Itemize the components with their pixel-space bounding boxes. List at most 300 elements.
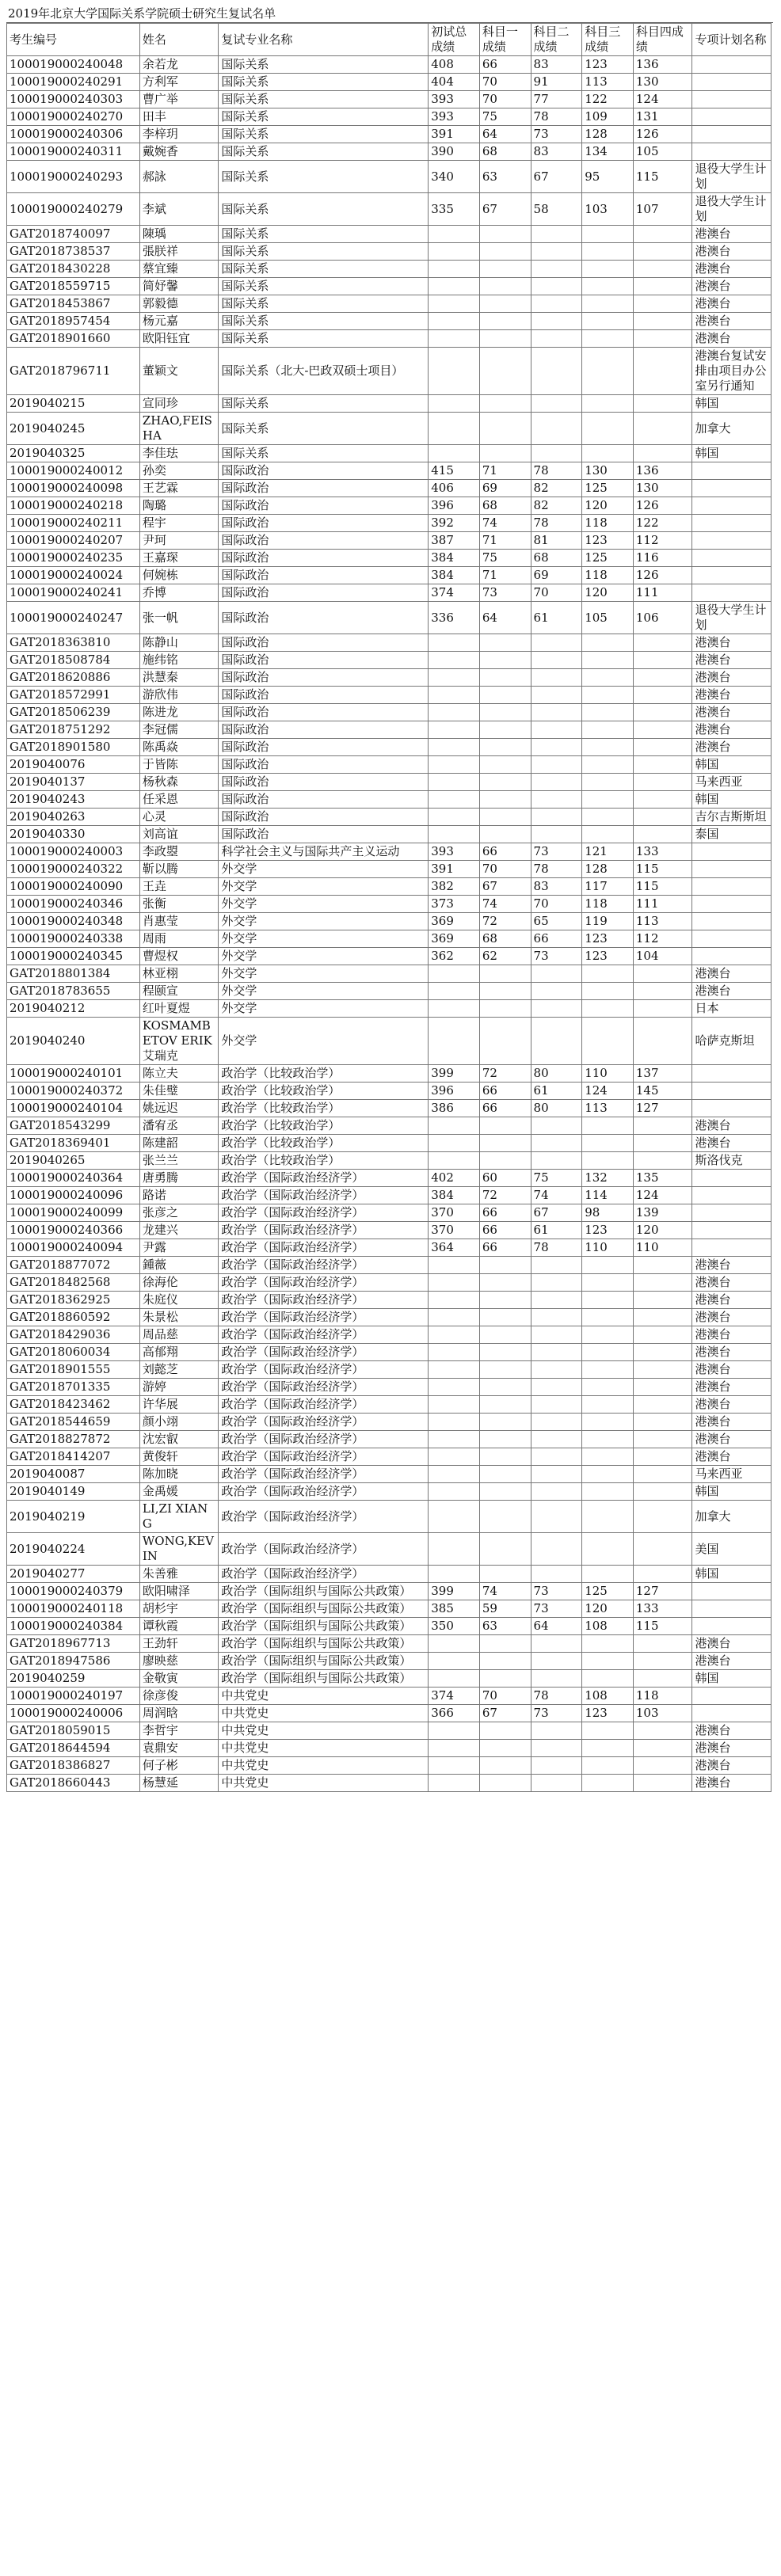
- cell-subject4: [633, 295, 692, 313]
- cell-total-score: [429, 756, 480, 774]
- cell-subject3: [582, 1431, 634, 1448]
- table-row: [7, 1274, 771, 1292]
- cell-subject4: [633, 1379, 692, 1396]
- cell-special-plan: [692, 1065, 771, 1083]
- cell-special-plan: 港澳台: [692, 634, 771, 652]
- table-row: [7, 348, 771, 395]
- cell-subject3: 124: [582, 1083, 634, 1100]
- cell-exam-id: 100019000240090: [7, 878, 140, 896]
- cell-major: 国际关系: [219, 243, 429, 261]
- cell-subject3: 118: [582, 896, 634, 913]
- cell-subject1: 68: [479, 143, 531, 161]
- cell-major: 政治学（国际组织与国际公共政策）: [219, 1618, 429, 1635]
- cell-major: 国际政治: [219, 462, 429, 480]
- cell-subject3: 119: [582, 913, 634, 930]
- table-row: [7, 261, 771, 278]
- table-row: [7, 445, 771, 462]
- cell-exam-id: 100019000240279: [7, 193, 140, 226]
- cell-subject2: [531, 965, 582, 983]
- cell-subject3: 110: [582, 1239, 634, 1257]
- cell-special-plan: [692, 1600, 771, 1618]
- cell-subject2: 65: [531, 913, 582, 930]
- cell-subject3: [582, 1414, 634, 1431]
- cell-subject3: 128: [582, 126, 634, 143]
- cell-subject4: [633, 739, 692, 756]
- cell-special-plan: 斯洛伐克: [692, 1152, 771, 1170]
- cell-subject4: [633, 395, 692, 413]
- table-row: [7, 515, 771, 532]
- cell-major: 国际关系（北大-巴政双硕士项目）: [219, 348, 429, 395]
- cell-special-plan: 加拿大: [692, 413, 771, 445]
- cell-total-score: [429, 1466, 480, 1483]
- cell-total-score: 369: [429, 930, 480, 948]
- cell-name: LI,ZI XIANG: [139, 1501, 218, 1533]
- cell-exam-id: 100019000240270: [7, 108, 140, 126]
- cell-total-score: [429, 348, 480, 395]
- cell-subject1: [479, 704, 531, 721]
- cell-major: 政治学（国际政治经济学）: [219, 1274, 429, 1292]
- cell-total-score: [429, 1775, 480, 1792]
- cell-total-score: [429, 1135, 480, 1152]
- cell-subject1: [479, 1414, 531, 1431]
- cell-major: 国际关系: [219, 74, 429, 91]
- cell-exam-id: 100019000240346: [7, 896, 140, 913]
- document-title: 2019年北京大学国际关系学院硕士研究生复试名单: [6, 5, 773, 23]
- cell-total-score: 396: [429, 497, 480, 515]
- table-row: [7, 1065, 771, 1083]
- cell-major: 国际关系: [219, 295, 429, 313]
- cell-total-score: [429, 1000, 480, 1018]
- cell-subject3: 123: [582, 1222, 634, 1239]
- table-row: [7, 1170, 771, 1187]
- cell-major: 国际关系: [219, 226, 429, 243]
- cell-total-score: [429, 965, 480, 983]
- cell-special-plan: [692, 1100, 771, 1117]
- cell-special-plan: 港澳台: [692, 1257, 771, 1274]
- table-row: [7, 1483, 771, 1501]
- cell-subject1: 67: [479, 878, 531, 896]
- cell-subject4: 106: [633, 602, 692, 634]
- cell-major: 政治学（国际政治经济学）: [219, 1396, 429, 1414]
- cell-subject1: [479, 1000, 531, 1018]
- cell-subject3: [582, 1309, 634, 1326]
- cell-subject1: 75: [479, 550, 531, 567]
- cell-major: 外交学: [219, 948, 429, 965]
- cell-subject3: [582, 1566, 634, 1583]
- cell-exam-id: GAT2018783655: [7, 983, 140, 1000]
- cell-subject1: [479, 774, 531, 791]
- cell-name: 曹广举: [139, 91, 218, 108]
- cell-exam-id: GAT2018796711: [7, 348, 140, 395]
- cell-subject4: 110: [633, 1239, 692, 1257]
- cell-exam-id: GAT2018644594: [7, 1740, 140, 1757]
- cell-subject2: [531, 1533, 582, 1566]
- cell-subject4: 133: [633, 1600, 692, 1618]
- cell-exam-id: GAT2018362925: [7, 1292, 140, 1309]
- cell-subject2: [531, 1274, 582, 1292]
- cell-name: 李梓玥: [139, 126, 218, 143]
- cell-subject4: [633, 226, 692, 243]
- cell-major: 政治学（国际组织与国际公共政策）: [219, 1653, 429, 1670]
- cell-total-score: [429, 1414, 480, 1431]
- cell-name: 袁鼎安: [139, 1740, 218, 1757]
- cell-exam-id: 100019000240207: [7, 532, 140, 550]
- cell-subject1: [479, 1757, 531, 1775]
- cell-major: 中共党史: [219, 1775, 429, 1792]
- cell-major: 政治学（国际政治经济学）: [219, 1414, 429, 1431]
- cell-subject1: [479, 1326, 531, 1344]
- cell-subject1: [479, 313, 531, 330]
- cell-subject3: 98: [582, 1204, 634, 1222]
- cell-special-plan: 港澳台: [692, 704, 771, 721]
- cell-total-score: 335: [429, 193, 480, 226]
- cell-name: 周雨: [139, 930, 218, 948]
- cell-special-plan: 韩国: [692, 1670, 771, 1688]
- cell-subject1: 63: [479, 1618, 531, 1635]
- cell-exam-id: 2019040219: [7, 1501, 140, 1533]
- cell-subject2: [531, 687, 582, 704]
- cell-major: 外交学: [219, 1018, 429, 1065]
- cell-name: 张衡: [139, 896, 218, 913]
- cell-total-score: [429, 1257, 480, 1274]
- cell-subject4: 115: [633, 861, 692, 878]
- cell-name: 许华展: [139, 1396, 218, 1414]
- cell-subject2: [531, 1344, 582, 1361]
- cell-special-plan: 港澳台: [692, 1361, 771, 1379]
- table-row: [7, 550, 771, 567]
- cell-major: 政治学（国际政治经济学）: [219, 1501, 429, 1533]
- cell-subject4: 105: [633, 143, 692, 161]
- cell-major: 政治学（国际政治经济学）: [219, 1483, 429, 1501]
- cell-subject1: 68: [479, 930, 531, 948]
- cell-subject1: 64: [479, 602, 531, 634]
- cell-subject1: 60: [479, 1170, 531, 1187]
- table-row: [7, 226, 771, 243]
- cell-subject3: 132: [582, 1170, 634, 1187]
- cell-name: 李哲宇: [139, 1722, 218, 1740]
- cell-name: 郭毅德: [139, 295, 218, 313]
- cell-name: 陈静山: [139, 634, 218, 652]
- cell-total-score: [429, 243, 480, 261]
- cell-subject4: [633, 445, 692, 462]
- cell-subject1: [479, 330, 531, 348]
- cell-name: 于皆陈: [139, 756, 218, 774]
- cell-special-plan: [692, 1705, 771, 1722]
- cell-major: 外交学: [219, 983, 429, 1000]
- cell-subject2: [531, 1379, 582, 1396]
- cell-special-plan: 加拿大: [692, 1501, 771, 1533]
- cell-special-plan: 日本: [692, 1000, 771, 1018]
- cell-subject1: [479, 826, 531, 843]
- table-row: [7, 313, 771, 330]
- cell-special-plan: 港澳台: [692, 1379, 771, 1396]
- table-row: [7, 1361, 771, 1379]
- cell-subject3: 123: [582, 532, 634, 550]
- table-row: [7, 567, 771, 584]
- cell-special-plan: 退役大学生计划: [692, 161, 771, 193]
- cell-subject2: 64: [531, 1618, 582, 1635]
- cell-name: 杨慧延: [139, 1775, 218, 1792]
- cell-name: 刘高谊: [139, 826, 218, 843]
- cell-subject1: 72: [479, 1187, 531, 1204]
- cell-major: 外交学: [219, 1000, 429, 1018]
- table-row: [7, 108, 771, 126]
- cell-major: 国际关系: [219, 413, 429, 445]
- cell-special-plan: 韩国: [692, 1566, 771, 1583]
- cell-exam-id: GAT2018506239: [7, 704, 140, 721]
- cell-subject2: 58: [531, 193, 582, 226]
- cell-subject4: [633, 634, 692, 652]
- cell-special-plan: 港澳台: [692, 1635, 771, 1653]
- table-row: [7, 1000, 771, 1018]
- cell-total-score: 391: [429, 126, 480, 143]
- table-row: [7, 1705, 771, 1722]
- table-row: [7, 1152, 771, 1170]
- cell-name: 陈立夫: [139, 1065, 218, 1083]
- cell-subject2: 61: [531, 1222, 582, 1239]
- cell-name: 金敬寅: [139, 1670, 218, 1688]
- cell-major: 政治学（国际政治经济学）: [219, 1309, 429, 1326]
- cell-total-score: 392: [429, 515, 480, 532]
- cell-exam-id: GAT2018620886: [7, 669, 140, 687]
- cell-total-score: 364: [429, 1239, 480, 1257]
- cell-subject3: [582, 1775, 634, 1792]
- table-row: [7, 687, 771, 704]
- table-row: [7, 1018, 771, 1065]
- cell-subject2: 70: [531, 584, 582, 602]
- cell-subject1: [479, 983, 531, 1000]
- cell-special-plan: [692, 91, 771, 108]
- cell-subject2: [531, 1396, 582, 1414]
- cell-subject1: 64: [479, 126, 531, 143]
- cell-special-plan: [692, 108, 771, 126]
- table-row: [7, 1414, 771, 1431]
- cell-subject1: 66: [479, 1100, 531, 1117]
- table-row: [7, 1448, 771, 1466]
- cell-subject4: [633, 1344, 692, 1361]
- cell-special-plan: [692, 550, 771, 567]
- cell-subject2: [531, 983, 582, 1000]
- cell-exam-id: GAT2018801384: [7, 965, 140, 983]
- table-row: [7, 774, 771, 791]
- cell-total-score: [429, 413, 480, 445]
- cell-subject3: [582, 1361, 634, 1379]
- cell-subject1: 66: [479, 1239, 531, 1257]
- cell-total-score: [429, 1274, 480, 1292]
- cell-subject1: 71: [479, 532, 531, 550]
- cell-subject2: [531, 278, 582, 295]
- table-row: [7, 143, 771, 161]
- cell-subject4: [633, 1135, 692, 1152]
- table-row: [7, 1326, 771, 1344]
- cell-subject4: [633, 704, 692, 721]
- cell-major: 国际关系: [219, 193, 429, 226]
- cell-total-score: [429, 1635, 480, 1653]
- cell-subject1: 66: [479, 843, 531, 861]
- cell-subject4: 124: [633, 91, 692, 108]
- cell-major: 国际关系: [219, 91, 429, 108]
- cell-subject3: [582, 1152, 634, 1170]
- cell-name: 朱善雅: [139, 1566, 218, 1583]
- cell-subject3: [582, 634, 634, 652]
- cell-name: 陳瑀: [139, 226, 218, 243]
- cell-exam-id: GAT2018957454: [7, 313, 140, 330]
- cell-special-plan: [692, 584, 771, 602]
- cell-special-plan: 港澳台: [692, 1414, 771, 1431]
- cell-special-plan: [692, 930, 771, 948]
- cell-name: 陈建韶: [139, 1135, 218, 1152]
- cell-subject1: 71: [479, 462, 531, 480]
- cell-total-score: [429, 445, 480, 462]
- cell-subject4: [633, 774, 692, 791]
- table-row: [7, 1309, 771, 1326]
- cell-subject2: [531, 1757, 582, 1775]
- cell-subject4: 116: [633, 550, 692, 567]
- cell-special-plan: [692, 143, 771, 161]
- cell-exam-id: 100019000240104: [7, 1100, 140, 1117]
- cell-subject1: [479, 721, 531, 739]
- cell-exam-id: 100019000240366: [7, 1222, 140, 1239]
- cell-subject1: [479, 669, 531, 687]
- table-row: [7, 756, 771, 774]
- cell-subject1: 67: [479, 193, 531, 226]
- cell-special-plan: [692, 462, 771, 480]
- cell-major: 外交学: [219, 861, 429, 878]
- cell-subject1: [479, 1257, 531, 1274]
- cell-exam-id: 2019040245: [7, 413, 140, 445]
- cell-subject3: [582, 1257, 634, 1274]
- cell-subject3: 125: [582, 480, 634, 497]
- cell-total-score: [429, 261, 480, 278]
- cell-special-plan: 港澳台: [692, 1396, 771, 1414]
- cell-subject1: 71: [479, 567, 531, 584]
- cell-major: 政治学（比较政治学）: [219, 1100, 429, 1117]
- table-row: [7, 91, 771, 108]
- cell-special-plan: [692, 843, 771, 861]
- cell-subject3: 123: [582, 1705, 634, 1722]
- cell-subject4: 118: [633, 1688, 692, 1705]
- cell-subject2: 78: [531, 108, 582, 126]
- cell-special-plan: 港澳台: [692, 687, 771, 704]
- cell-total-score: [429, 1740, 480, 1757]
- cell-major: 国际关系: [219, 56, 429, 74]
- cell-exam-id: GAT2018901660: [7, 330, 140, 348]
- cell-subject1: [479, 809, 531, 826]
- cell-subject2: [531, 1431, 582, 1448]
- cell-subject3: 120: [582, 1600, 634, 1618]
- cell-subject1: [479, 243, 531, 261]
- cell-subject2: [531, 1326, 582, 1344]
- cell-special-plan: 港澳台: [692, 1775, 771, 1792]
- cell-major: 国际关系: [219, 261, 429, 278]
- cell-subject1: [479, 445, 531, 462]
- cell-subject2: [531, 413, 582, 445]
- cell-subject3: [582, 687, 634, 704]
- cell-subject1: [479, 1117, 531, 1135]
- cell-subject4: [633, 330, 692, 348]
- cell-name: 林亚栩: [139, 965, 218, 983]
- cell-name: 王嘉琛: [139, 550, 218, 567]
- cell-total-score: 390: [429, 143, 480, 161]
- cell-subject2: 80: [531, 1065, 582, 1083]
- cell-name: 田丰: [139, 108, 218, 126]
- cell-name: 郝詠: [139, 161, 218, 193]
- cell-subject4: 127: [633, 1100, 692, 1117]
- cell-exam-id: 2019040240: [7, 1018, 140, 1065]
- cell-subject4: [633, 1670, 692, 1688]
- table-row: [7, 1757, 771, 1775]
- cell-subject3: 110: [582, 1065, 634, 1083]
- cell-subject2: 75: [531, 1170, 582, 1187]
- cell-subject3: 120: [582, 497, 634, 515]
- cell-subject4: [633, 669, 692, 687]
- cell-subject1: [479, 348, 531, 395]
- cell-total-score: 384: [429, 567, 480, 584]
- cell-subject1: [479, 756, 531, 774]
- cell-name: 施纬铭: [139, 652, 218, 669]
- cell-subject1: 74: [479, 896, 531, 913]
- table-row: [7, 826, 771, 843]
- cell-subject3: 113: [582, 74, 634, 91]
- cell-name: 游婷: [139, 1379, 218, 1396]
- cell-major: 国际政治: [219, 809, 429, 826]
- cell-special-plan: 港澳台: [692, 243, 771, 261]
- cell-total-score: 408: [429, 56, 480, 74]
- cell-subject1: [479, 1309, 531, 1326]
- cell-exam-id: 100019000240348: [7, 913, 140, 930]
- cell-subject1: 75: [479, 108, 531, 126]
- cell-subject3: [582, 809, 634, 826]
- cell-total-score: [429, 1344, 480, 1361]
- cell-total-score: [429, 791, 480, 809]
- cell-name: 陈进龙: [139, 704, 218, 721]
- cell-exam-id: 100019000240098: [7, 480, 140, 497]
- cell-special-plan: 港澳台: [692, 1722, 771, 1740]
- table-row: [7, 1396, 771, 1414]
- cell-subject3: 118: [582, 567, 634, 584]
- cell-total-score: 384: [429, 1187, 480, 1204]
- cell-subject1: [479, 1274, 531, 1292]
- cell-name: 心灵: [139, 809, 218, 826]
- cell-exam-id: 2019040265: [7, 1152, 140, 1170]
- cell-name: 李斌: [139, 193, 218, 226]
- cell-total-score: [429, 1431, 480, 1448]
- cell-major: 国际政治: [219, 567, 429, 584]
- cell-subject4: [633, 1653, 692, 1670]
- cell-subject1: 69: [479, 480, 531, 497]
- cell-major: 政治学（国际政治经济学）: [219, 1448, 429, 1466]
- cell-subject4: 126: [633, 497, 692, 515]
- cell-name: 何子彬: [139, 1757, 218, 1775]
- cell-special-plan: [692, 515, 771, 532]
- cell-subject3: [582, 413, 634, 445]
- cell-subject4: [633, 1483, 692, 1501]
- cell-exam-id: 100019000240379: [7, 1583, 140, 1600]
- cell-exam-id: 100019000240306: [7, 126, 140, 143]
- cell-name: 乔博: [139, 584, 218, 602]
- cell-subject1: [479, 634, 531, 652]
- cell-subject4: [633, 278, 692, 295]
- cell-name: 何婉栋: [139, 567, 218, 584]
- cell-subject2: 78: [531, 1239, 582, 1257]
- cell-major: 政治学（国际政治经济学）: [219, 1326, 429, 1344]
- cell-exam-id: GAT2018363810: [7, 634, 140, 652]
- cell-subject4: [633, 1566, 692, 1583]
- cell-name: 胡杉宇: [139, 1600, 218, 1618]
- cell-subject4: [633, 313, 692, 330]
- cell-subject4: 126: [633, 126, 692, 143]
- cell-name: 戴婉香: [139, 143, 218, 161]
